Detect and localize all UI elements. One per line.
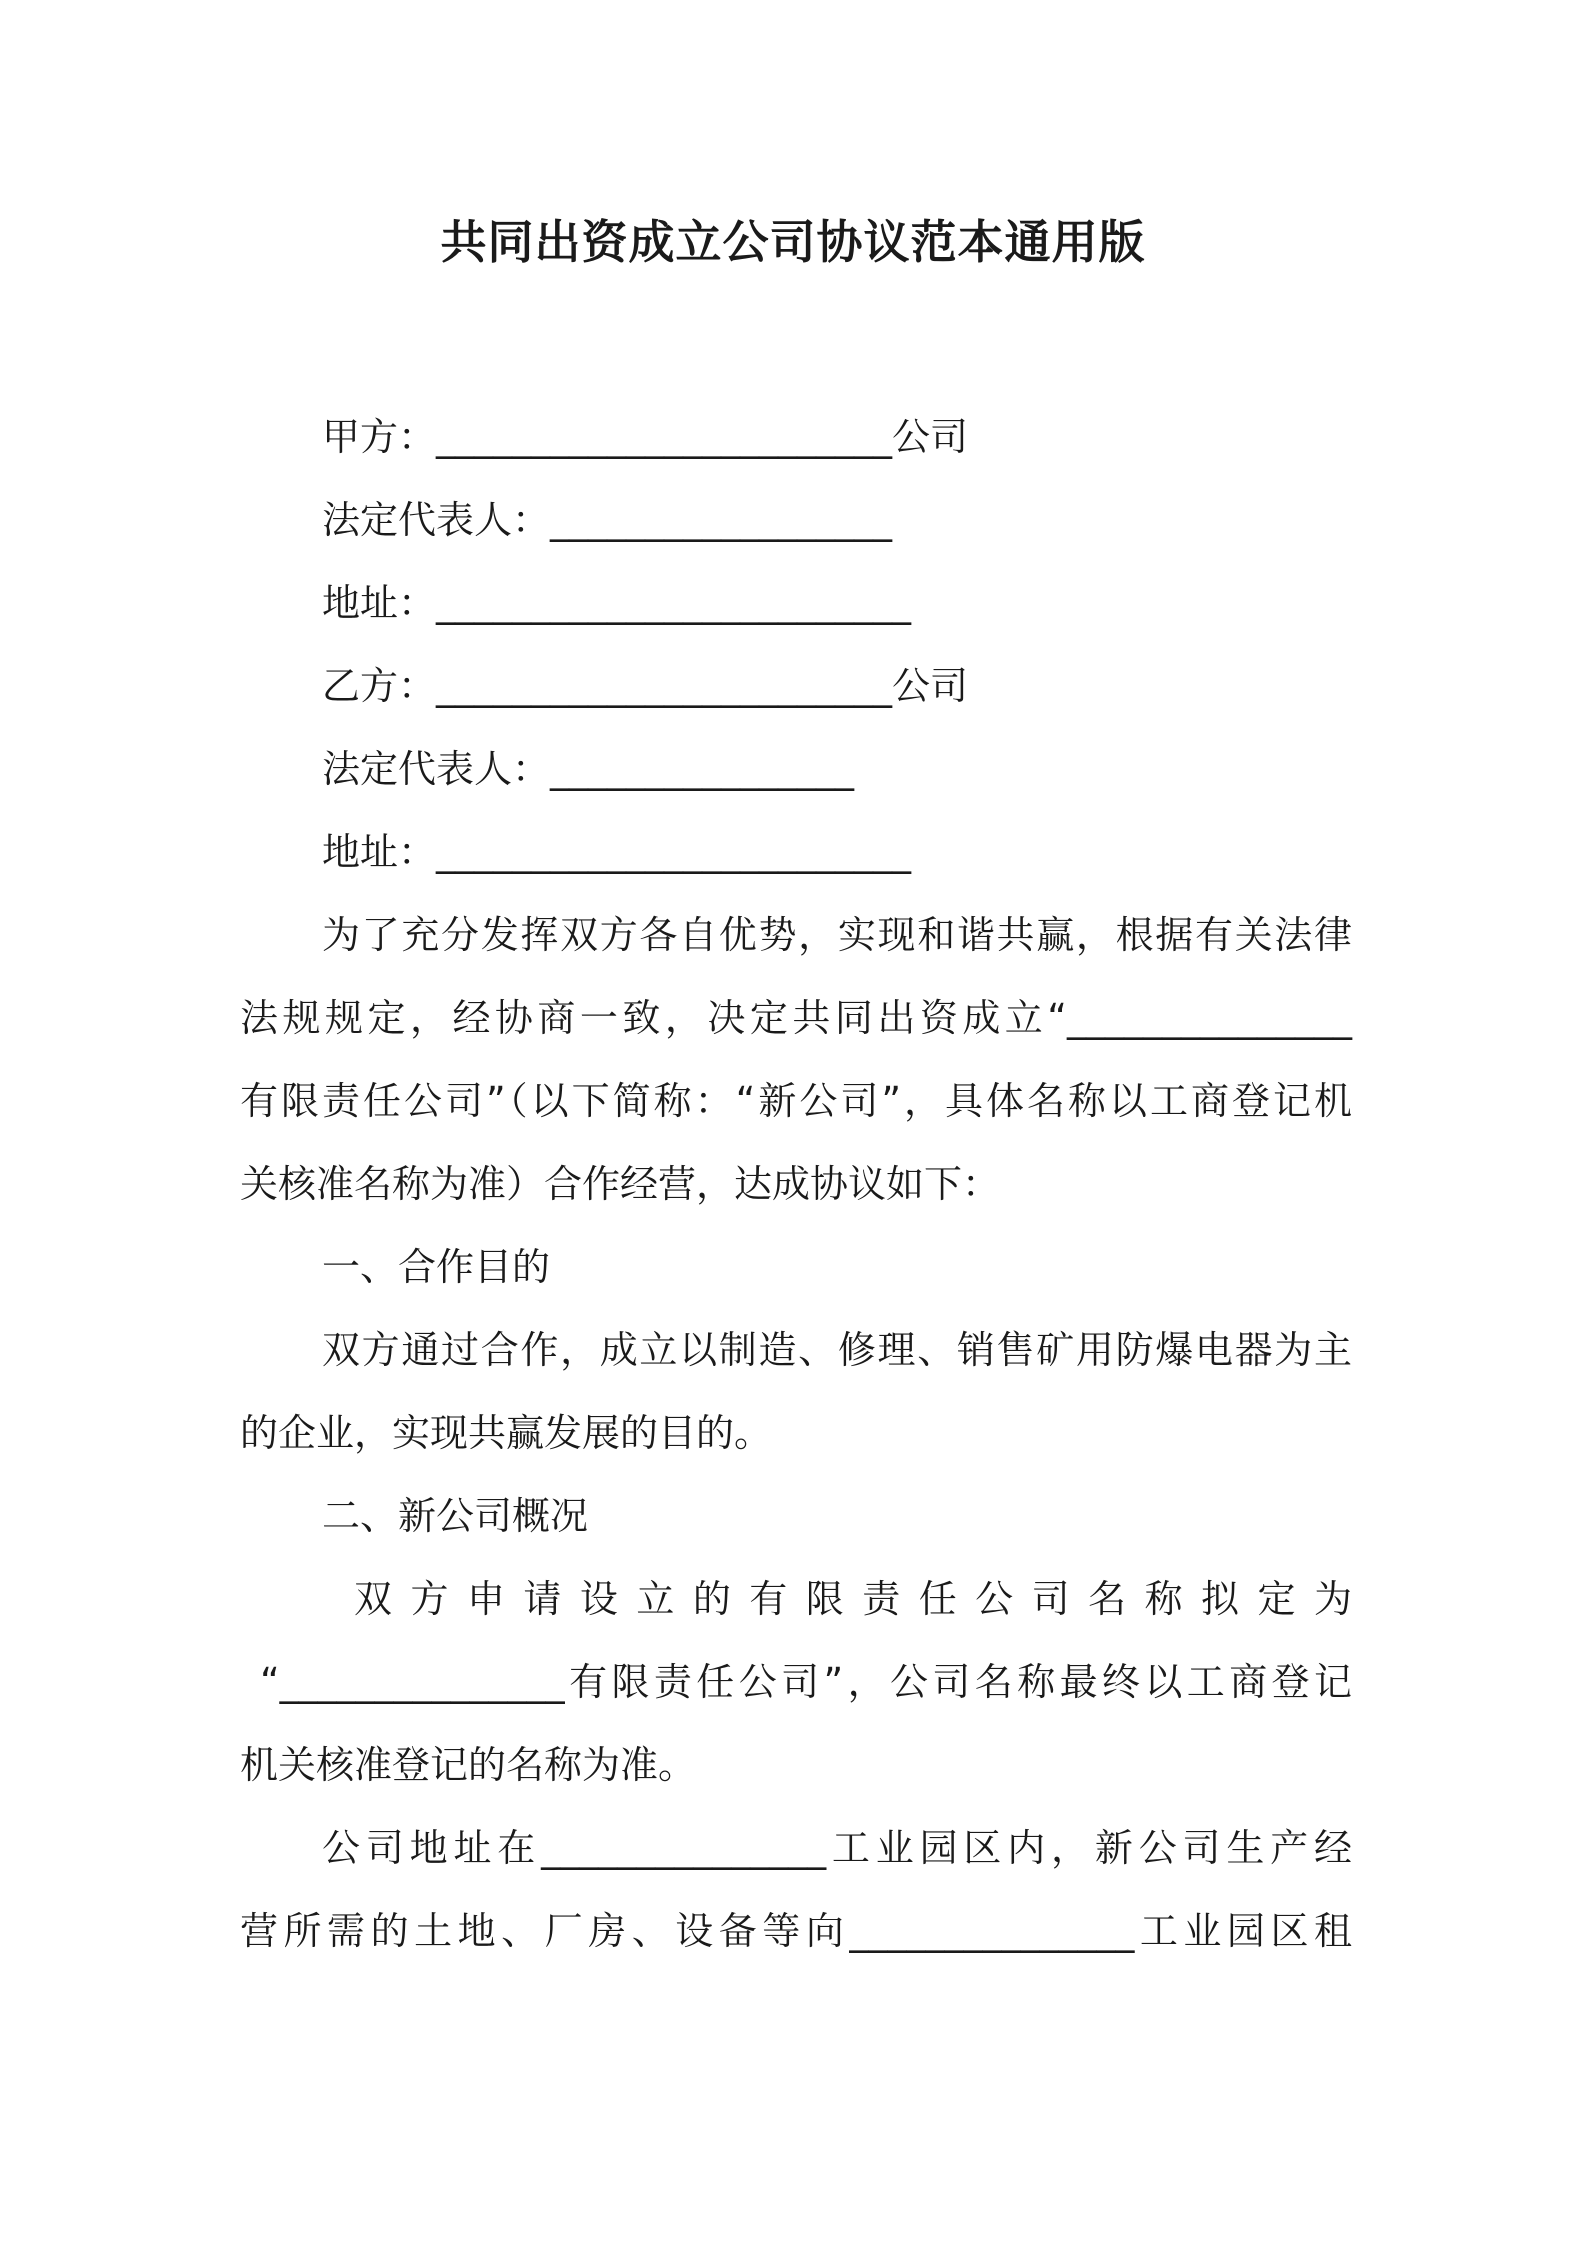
intro-line-1: 为了充分发挥双方各自优势，实现和谐共赢，根据有关法律 [322,913,1352,957]
party-b-address-field: 地址：_________________________ [322,830,912,874]
section-1-line-2: 的企业，实现共赢发展的目的。 [240,1411,773,1455]
intro-line-4: 关核准名称为准）合作经营，达成协议如下： [240,1162,1001,1206]
document-title: 共同出资成立公司协议范本通用版 [440,215,1146,269]
intro-line-3: 有限责任公司”（以下简称：“新公司”，具体名称以工商登记机 [240,1079,1352,1123]
party-a-legal-rep-field: 法定代表人：__________________ [322,498,893,542]
party-a-address-field: 地址：_________________________ [322,581,912,625]
section-2-para-1-line-3: 机关核准登记的名称为准。 [240,1743,697,1787]
party-a-name-field: 甲方：________________________公司 [322,415,969,459]
section-2-para-2-line-1: 公司地址在_______________工业园区内，新公司生产经 [322,1826,1352,1870]
section-1-line-1: 双方通过合作，成立以制造、修理、销售矿用防爆电器为主 [322,1328,1352,1372]
party-b-legal-rep-field: 法定代表人：________________ [322,747,855,791]
section-2-heading: 二、新公司概况 [322,1494,589,1538]
party-b-name-field: 乙方：________________________公司 [322,664,969,708]
section-2-para-1-line-1: 双方申请设立的有限责任公司名称拟定为 [354,1577,1352,1621]
section-1-heading: 一、合作目的 [322,1245,551,1289]
section-2-para-2-line-2: 营所需的土地、厂房、设备等向_______________工业园区租 [240,1909,1352,1953]
intro-line-2: 法规规定，经协商一致，决定共同出资成立“_______________ [240,996,1352,1040]
section-2-para-1-line-2: “_______________有限责任公司”，公司名称最终以工商登记 [260,1660,1352,1704]
